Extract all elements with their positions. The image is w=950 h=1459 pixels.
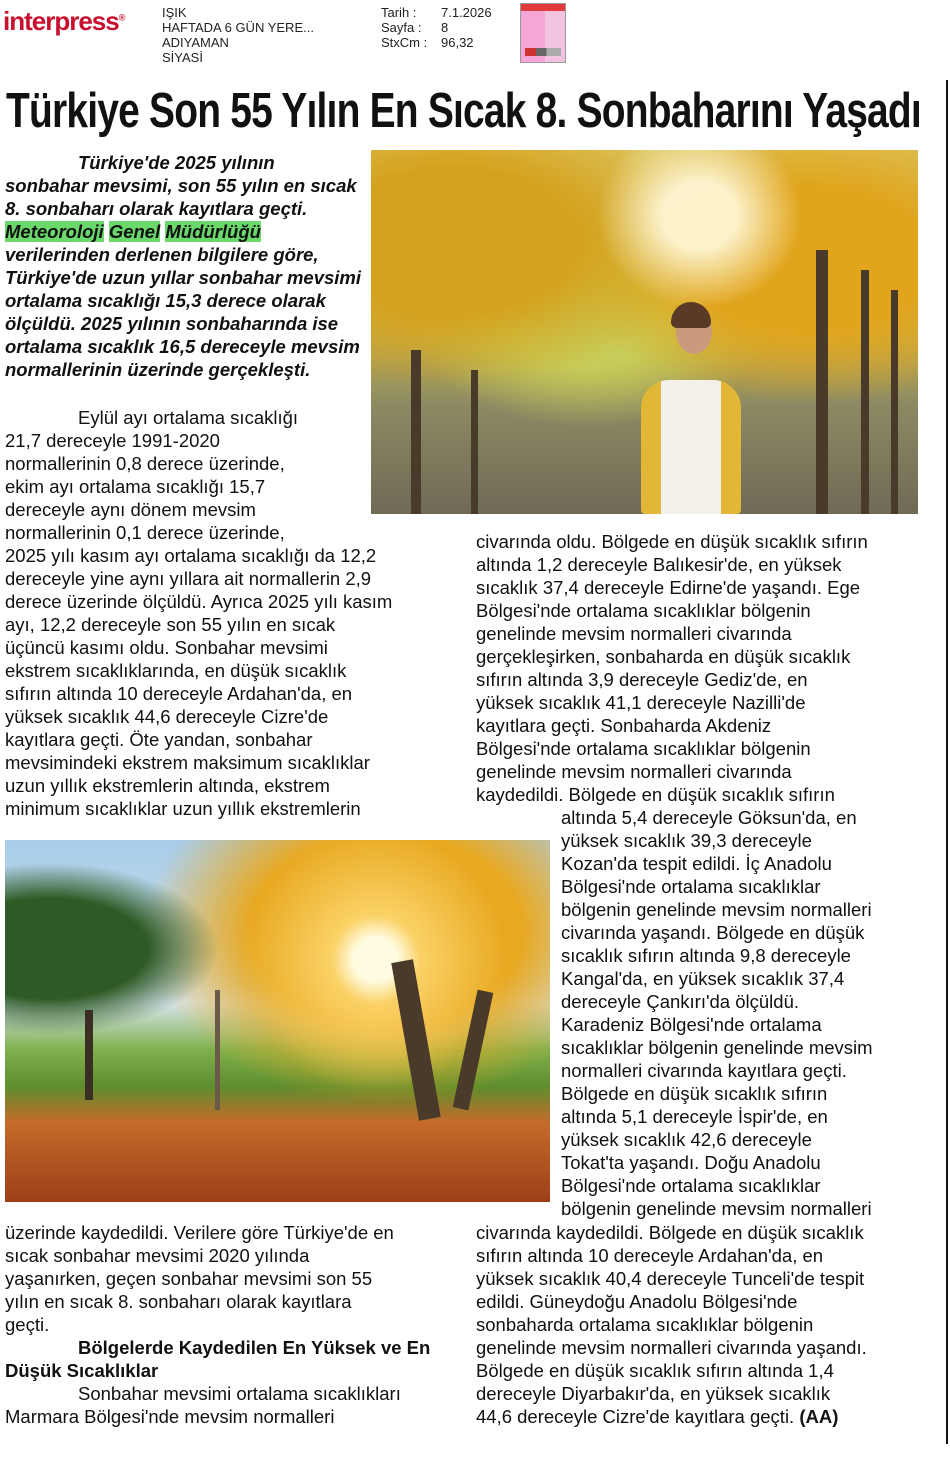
left-column-body: Eylül ayı ortalama sıcaklığı 21,7 dereceyle 1991-2020 normallerinin 0,8 derece üzerinde, ekim ayı ortalama sıcaklığı 15,7 dereceyle aynı dönem mevsim normallerinin 0,1 derece üzerinde, 2025 yılı kasım ayı ortalama sıcaklığı da 12,2 dereceyle yine aynı yıllara ait normallerin 2,9 derece üzerinde ölçüldü. Ayrıca 2025 yılı kasım ayı, 12,2 dereceyle son 55 yılın en sıcak üçüncü kasımı oldu. Sonbahar mevsimi ekstrem sıcaklıklarında, en düşük sıcaklık sıfırın altında 10 dereceyle Ardahan'da, en yüksek sıcaklık 44,6 dereceyle Cizre'de kayıtlara geçti. Öte yandan, sonbahar mevsimindeki ekstrem maksimum sıcaklıklar uzun yıllık ekstremlerin altında, ekstrem minimum sıcaklıklar uzun yıllık ekstremlerin <box>5 407 393 819</box>
right-column-top: civarında oldu. Bölgede en düşük sıcaklık sıfırın altında 1,2 dereceyle Balıkesir'de, en yüksek sıcaklık 37,4 dereceyle Edirne'de yaşandı. Ege Bölgesi'nde ortalama sıcaklıklar bölgenin genelinde mevsim normalleri civarında gerçekleşirken, sonbaharda en düşük sıcaklık sıfırın altında 3,9 dereceyle Gediz'de, en yüksek sıcaklık 41,1 dereceyle Nazilli'de kayıtlara geçti. Sonbaharda Akdeniz Bölgesi'nde ortalama sıcaklıklar bölgenin genelinde mevsim normalleri civarında kaydedildi. Bölgede en düşük sıcaklık sıfırın <box>476 531 868 805</box>
publication-section: SİYASİ <box>162 50 203 65</box>
page-label: Sayfa : <box>381 20 422 35</box>
right-margin-rule <box>946 80 948 1444</box>
page-value: 8 <box>441 20 449 35</box>
clipping-meta <box>381 5 492 50</box>
lead-paragraph: Türkiye'de 2025 yılının sonbahar mevsimi, son 55 yılın en sıcak 8. sonbaharı olarak kayıtlara geçti. Meteoroloji Genel Müdürlüğü verilerinden derlenen bilgilere göre, Türkiye'de uzun yıllar sonbahar mevsimi ortalama sıcaklığı 15,3 derece olarak ölçüldü. 2025 yılının sonbaharında ise ortalama sıcaklık 16,5 dereceyle mevsim normallerinin üzerinde gerçekleşti. <box>5 152 362 380</box>
section-subheading: Bölgelerde Kaydedilen En Yüksek ve En Düşük Sıcaklıklar <box>5 1337 431 1381</box>
interpress-logo: interpress® <box>3 6 125 36</box>
right-column-bottom: civarında kaydedildi. Bölgede en düşük sıcaklık sıfırın altında 10 dereceyle Ardahan'da, en yüksek sıcaklık 40,4 dereceyle Tunceli'de tespit edildi. Güneydoğu Anadolu Bölgesi'nde sonbaharda ortalama sıcaklıklar bölgenin genelinde mevsim normalleri civarında yaşandı. Bölgede en düşük sıcaklık sıfırın altında 1,4 dereceyle Diyarbakır'da, en yüksek sıcaklık 44,6 dereceyle Cizre'de kayıtlara geçti. (AA) <box>476 1222 867 1427</box>
left-column-top <box>5 151 363 381</box>
publication-city: ADIYAMAN <box>162 35 229 50</box>
date-value: 7.1.2026 <box>441 5 492 20</box>
page-thumbnail[interactable] <box>520 3 566 63</box>
stxcm-label: StxCm : <box>381 35 428 50</box>
right-column-middle: altında 5,4 dereceyle Göksun'da, en yüksek sıcaklık 39,3 dereceyle Kozan'da tespit edildi. İç Anadolu Bölgesi'nde ortalama sıcaklıklar bölgenin genelinde mevsim normalleri civarında yaşandı. Bölgede en düşük sıcaklık sıfırın altında 9,8 dereceyle Kangal'da, en yüksek sıcaklık 37,4 dereceyle Çankırı'da ölçüldü. Karadeniz Bölgesi'nde ortalama sıcaklıklar bölgenin genelinde mevsim normalleri civarında kayıtlara geçti. Bölgede en düşük sıcaklık sıfırın altında 5,1 dereceyle İspir'de, en yüksek sıcaklık 42,6 dereceyle Tokat'ta yaşandı. Doğu Anadolu Bölgesi'nde ortalama sıcaklıklar bölgenin genelinde mevsim normalleri <box>561 807 873 1219</box>
autumn-park-photo <box>5 840 550 1202</box>
publication-name: IŞIK <box>162 5 187 20</box>
source-credit: (AA) <box>799 1406 839 1427</box>
left-column-bottom: üzerinde kaydedildi. Verilere göre Türkiye'de en sıcak sonbahar mevsimi 2020 yılında yaşanırken, geçen sonbahar mevsimi son 55 yılın en sıcak 8. sonbaharı olarak kayıtlara geçti. Bölgelerde Kaydedilen En Yüksek ve En Düşük Sıcaklıklar Sonbahar mevsimi ortalama sıcaklıkları Marmara Bölgesi'nde mevsim normalleri <box>5 1221 465 1428</box>
date-label: Tarih : <box>381 5 417 20</box>
article-headline: Türkiye Son 55 Yılın En Sıcak 8. Sonbaharını Yaşadı <box>6 84 921 138</box>
publication-frequency: HAFTADA 6 GÜN YERE... <box>162 20 314 35</box>
stxcm-value: 96,32 <box>441 35 474 50</box>
publication-info <box>162 5 314 65</box>
